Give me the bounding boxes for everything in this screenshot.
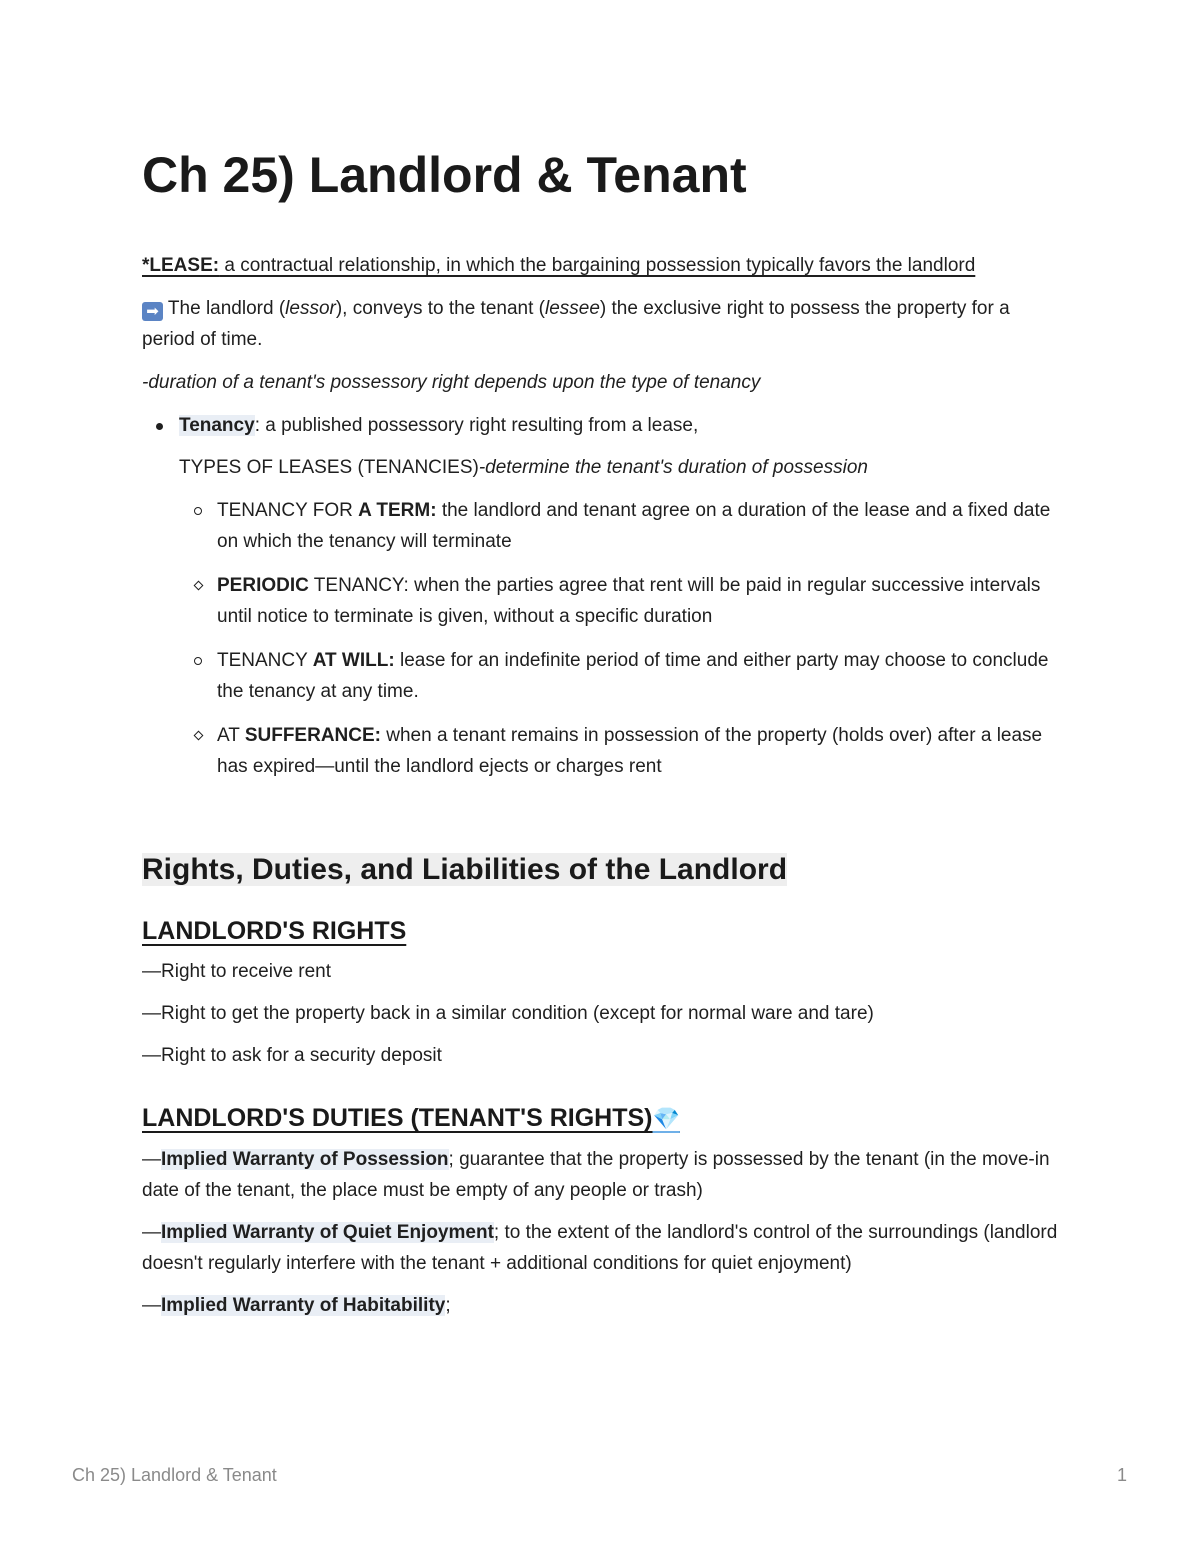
rights-heading-text: LANDLORD'S RIGHTS	[142, 917, 407, 945]
item-bold: AT WILL:	[312, 650, 395, 671]
tenancy-text: : a published possessory right resulting from a lease,	[254, 415, 699, 436]
list-item	[217, 720, 1062, 782]
item-text: lease for an indefinite period of time and either party may choose to conclude the tenancy at any time.	[217, 650, 1049, 702]
dash: —	[142, 1295, 161, 1316]
lessee-term: lessee	[544, 298, 600, 319]
lease-definition	[142, 250, 1062, 281]
duty-text: ; to the extent of the landlord's control of the surroundings (landlord doesn't regularly interfere with the tenant + additional conditions for quiet enjoyment)	[142, 1222, 1058, 1274]
duty-term: Implied Warranty of Quiet Enjoyment	[161, 1222, 494, 1243]
section-heading-text: Rights, Duties, and Liabilities of the Landlord	[142, 853, 788, 886]
duty-item	[142, 1290, 1062, 1321]
duties-heading-underline	[142, 1104, 680, 1132]
tenancy-item	[142, 410, 1062, 441]
page-number: 1	[1117, 1465, 1128, 1485]
footer-title: Ch 25) Landlord & Tenant	[72, 1465, 277, 1485]
gem-icon: 💎	[652, 1106, 680, 1131]
item-text: the landlord and tenant agree on a duration of the lease and a fixed date on which the tenancy will terminate	[217, 500, 1051, 552]
list-item	[217, 570, 1062, 632]
intro-text-2: ), conveys to the tenant (	[335, 298, 545, 319]
list-item	[217, 645, 1062, 707]
item-bold: PERIODIC	[217, 575, 309, 596]
lease-term: *LEASE:	[142, 255, 220, 276]
intro-text-3: ) the exclusive right to possess the property for a period of time.	[142, 298, 1010, 350]
item-prefix: TENANCY FOR	[217, 500, 359, 521]
duty-item	[142, 1144, 1062, 1206]
right-item: —Right to ask for a security deposit	[142, 1045, 442, 1066]
page-title: Ch 25) Landlord & Tenant	[142, 147, 747, 203]
types-heading	[142, 452, 1062, 483]
right-item: —Right to get the property back in a similar condition (except for normal ware and tare)	[142, 1003, 874, 1024]
tenancy-term: Tenancy	[179, 415, 255, 436]
duties-heading-text: LANDLORD'S DUTIES (TENANT'S RIGHTS)	[142, 1104, 653, 1132]
duty-item	[142, 1217, 1062, 1279]
duty-term: Implied Warranty of Habitability	[161, 1295, 446, 1316]
lease-text: a contractual relationship, in which the bargaining possession typically favors the landlord	[219, 255, 976, 276]
item-bold: SUFFERANCE:	[244, 725, 381, 746]
section-heading	[142, 850, 1062, 890]
item-text: when a tenant remains in possession of the property (holds over) after a lease has expired—until the landlord ejects or charges rent	[217, 725, 1043, 777]
tenancy-list	[142, 410, 1062, 441]
duty-text: ; guarantee that the property is possessed by the tenant (in the move-in date of the tenant, the place must be empty of any people or trash)	[142, 1149, 1050, 1201]
duty-text: ;	[445, 1295, 451, 1316]
list-item	[217, 495, 1062, 557]
duration-note: -duration of a tenant's possessory right depends upon the type of tenancy	[142, 372, 761, 393]
item-text: TENANCY: when the parties agree that rent will be paid in regular successive intervals until notice to terminate is given, without a specific duration	[217, 575, 1041, 627]
lessor-term: lessor	[285, 298, 336, 319]
item-bold: A TERM:	[358, 500, 437, 521]
intro-text-1: The landlord (	[163, 298, 286, 319]
duty-term: Implied Warranty of Possession	[161, 1149, 449, 1170]
intro-paragraph	[142, 293, 1062, 355]
item-prefix: AT	[217, 725, 245, 746]
document-page	[142, 140, 1062, 1321]
rights-heading	[142, 914, 1062, 948]
types-note: -determine the tenant's duration of possession	[478, 457, 868, 478]
right-arrow-icon: ➡	[142, 302, 163, 321]
item-prefix: TENANCY	[217, 650, 313, 671]
right-item: —Right to receive rent	[142, 961, 332, 982]
tenancy-types-list	[142, 495, 1062, 782]
duties-heading	[142, 1101, 1062, 1136]
dash: —	[142, 1222, 161, 1243]
dash: —	[142, 1149, 161, 1170]
types-heading-text: TYPES OF LEASES (TENANCIES)	[179, 457, 479, 478]
